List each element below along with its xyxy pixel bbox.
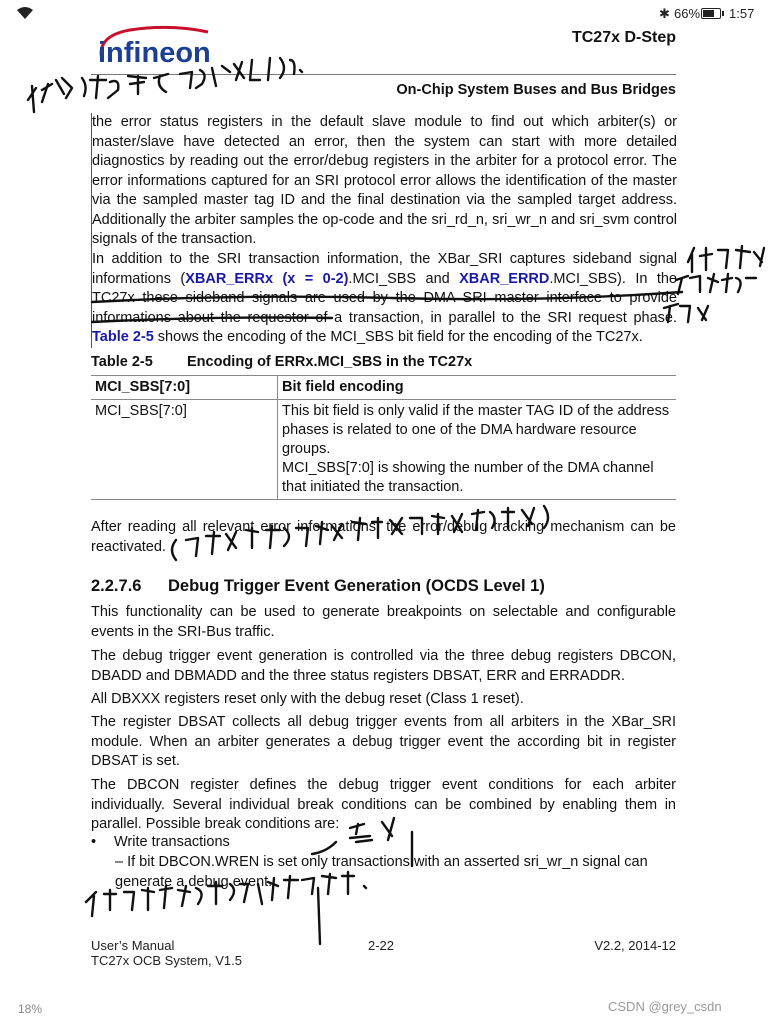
table-row: [91, 400, 676, 500]
paragraph-dbcon: The DBCON register defines the debug trigger event conditions for each arbiter individually. Several individual break conditions can be combined by enabling them in parallel. Possible break conditions are:: [91, 777, 676, 832]
battery-percentage: 66%: [674, 6, 701, 21]
link-table-2-5[interactable]: Table 2-5: [92, 329, 154, 345]
paragraph-functionality: This functionality can be used to generate breakpoints on selectable and configurable events in the SRI-Bus traffic.: [91, 604, 676, 640]
section-heading: On-Chip System Buses and Bus Bridges: [396, 82, 676, 98]
subbullet-text: If bit DBCON.WREN is set only transactions with an asserted sri_wr_n signal can generate a debug event.: [115, 854, 648, 890]
section-2-2-7-6-heading: [91, 577, 545, 596]
logo-text: infineon: [98, 37, 211, 69]
para2-text-b: .MCI_SBS and: [348, 270, 460, 287]
table-header-row: [91, 376, 676, 400]
mci-sbs-table: [91, 375, 676, 500]
bluetooth-icon: ✱: [659, 6, 670, 21]
infineon-logo: [90, 22, 220, 74]
bullet-write-transactions: [91, 834, 230, 850]
link-xbar-errd[interactable]: XBAR_ERRD: [459, 270, 550, 287]
link-xbar-errx[interactable]: XBAR_ERRx (x = 0-2): [185, 270, 349, 287]
table-header-encoding: Bit field encoding: [278, 376, 677, 400]
section-title: Debug Trigger Event Generation (OCDS Level 1): [168, 577, 545, 595]
table-cell-desc2: MCI_SBS[7:0] is showing the number of the DMA channel that initiated the transaction.: [282, 460, 654, 495]
handwriting-stroke-long: [318, 888, 320, 944]
bullet-dot: •: [91, 834, 97, 850]
document-title: TC27x D-Step: [571, 29, 676, 46]
table-cell-desc1: This bit field is only valid if the master TAG ID of the address phases is related to one of the DMA hardware resource groups.: [282, 403, 670, 457]
reading-progress: 18%: [18, 1002, 43, 1016]
battery-icon: [701, 8, 721, 19]
wifi-icon: [16, 6, 34, 20]
header-rule: [91, 74, 676, 75]
paragraph-reset: All DBXXX registers reset only with the debug reset (Class 1 reset).: [91, 691, 524, 707]
para2-text-a: In addition to the SRI transaction information, the XBar_SRI captures sideband signal informations (: [92, 251, 677, 287]
table-caption-title: Encoding of ERRx.MCI_SBS in the TC27x: [187, 354, 473, 370]
handwriting-note-right: [664, 246, 764, 322]
table-cell-field: MCI_SBS[7:0]: [91, 400, 278, 500]
csdn-watermark: CSDN @grey_csdn: [608, 999, 722, 1014]
table-header-field: MCI_SBS[7:0]: [91, 376, 278, 400]
table-cell-encoding: [278, 400, 677, 500]
para2-text-d: shows the encoding of the MCI_SBS bit field for the encoding of the TC27x.: [153, 329, 643, 345]
section-number: 2.2.7.6: [91, 577, 142, 595]
table-caption: [91, 354, 472, 370]
footer-manual: User’s Manual: [91, 938, 175, 953]
table-caption-number: Table 2-5: [91, 354, 153, 370]
para2-text-c: .MCI_SBS). In the TC27x these sideband signals are used by the DMA SRI master interface to provide informations about the requestor of a transaction, in parallel to the SRI request phase.: [92, 270, 677, 326]
footer-system-version: TC27x OCB System, V1.5: [91, 953, 242, 968]
paragraph-error-status: the error status registers in the default slave module to find out which arbiter(s) or master/slave have detected an error, then the system can start with more detailed diagnostics by reading out the error/debug registers in the arbiter for a protocol error. The error informations captured for an SRI protocol error allows the identification of the master via the sampled master tag ID and the final destination via the sampled target address. Additionally the arbiter samples the op-code and the sri_rd_n, sri_wr_n and sri_svm control signals of the transaction.: [91, 113, 677, 250]
footer-page-number: 2-22: [368, 938, 395, 953]
paragraph-sideband: [91, 250, 677, 348]
paragraph-control-registers: The debug trigger event generation is controlled via the three debug registers DBCON, DBADD and DBMADD and the three status registers DBSAT, ERR and ERRADDR.: [91, 648, 676, 684]
footer-doc-version: V2.2, 2014-12: [594, 938, 676, 953]
paragraph-dbsat: The register DBSAT collects all debug trigger events from all arbiters in the XBar_SRI module. When an arbiter generates a debug trigger event the according bit in register DBSAT is set.: [91, 714, 676, 769]
subbullet-wren: – If bit DBCON.WREN is set only transactions with an asserted sri_wr_n signal can generate a debug event.: [115, 854, 648, 890]
clock: 1:57: [729, 6, 755, 21]
bullet-label: Write transactions: [114, 834, 230, 850]
paragraph-reactivate: After reading all relevant error informations, the error/debug tracking mechanism can be reactivated.: [91, 519, 676, 555]
